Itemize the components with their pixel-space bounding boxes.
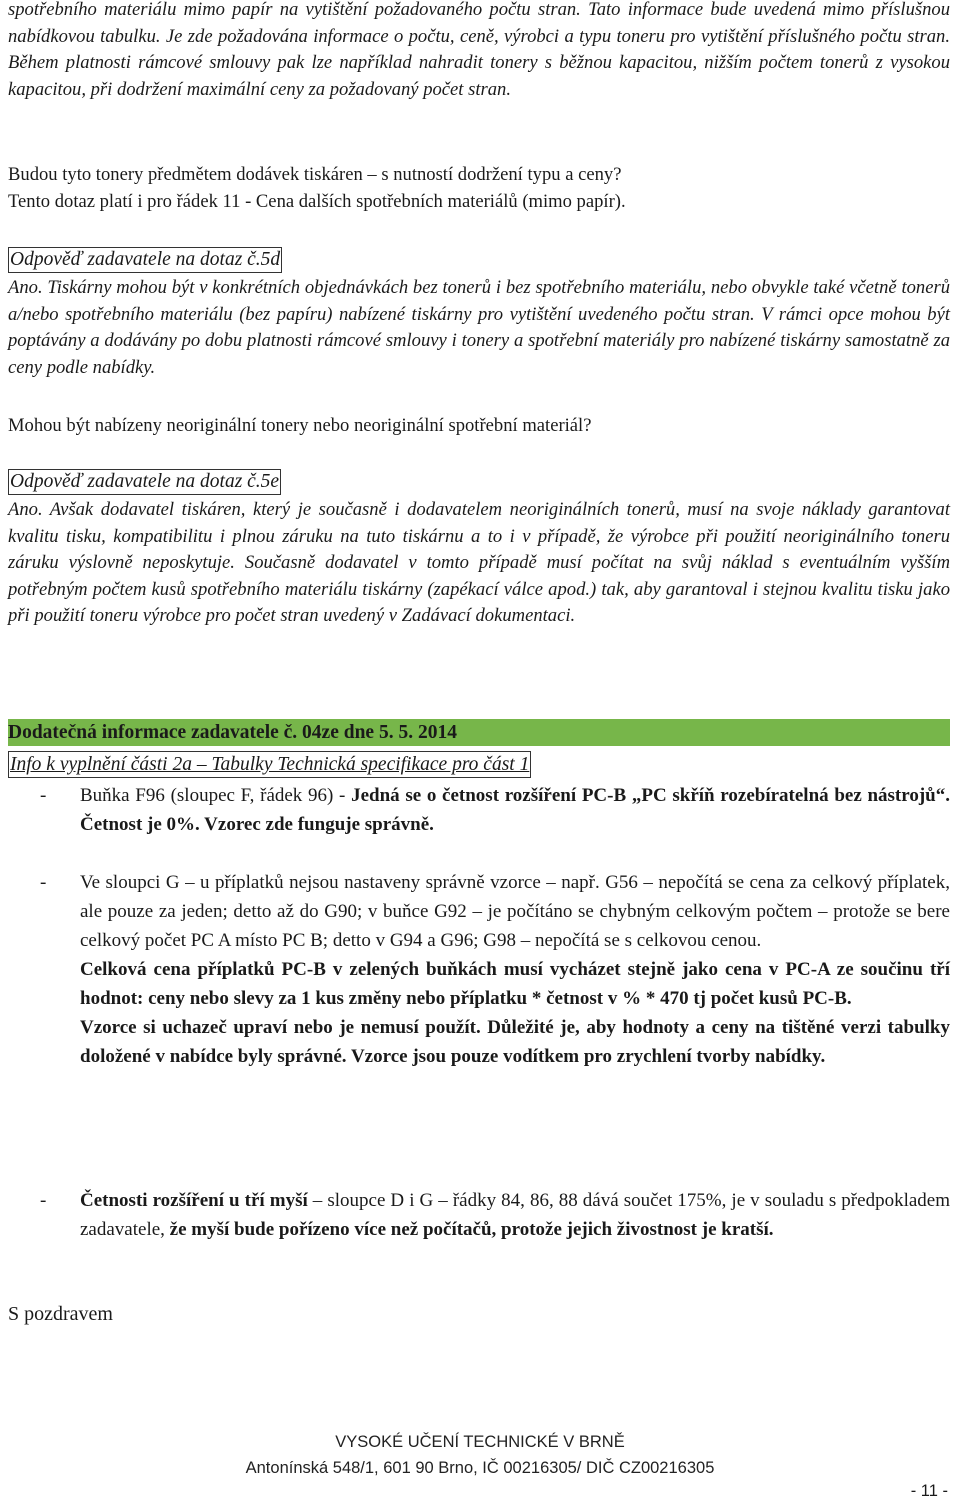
- answer-5e: [8, 469, 950, 630]
- footer-address: Antonínská 548/1, 601 90 Brno, IČ 00216305/ DIČ CZ00216305: [245, 1459, 715, 1477]
- bullet-1-normal: Buňka F96 (sloupec F, řádek 96) -: [80, 785, 352, 806]
- bullet-1-bold: Jedná se o četnost rozšíření PC-B „PC skříň rozebíratelná bez nástrojů“. Četnost je 0%. Vzorec zde funguje správně.: [80, 785, 950, 835]
- answer-5d-heading: Odpověď zadavatele na dotaz č.5d: [8, 247, 282, 273]
- answer-5d: [8, 247, 950, 381]
- question-5e-line1: Mohou být nabízeny neoriginální tonery nebo neoriginální spotřební materiál?: [8, 415, 592, 436]
- bullet-2-normal: Ve sloupci G – u příplatků nejsou nastaveny správně vzorce – např. G56 – nepočítá se cena za celkový příplatek, ale pouze za jeden; detto až do G90; v buňce G92 – je počítáno se chybným celkovým počtem – protože se bere celkový počet PC A místo PC B; detto v G94 a G96; G98 – nepočítá se s celkovou cenou.: [80, 872, 950, 951]
- bullet-dash: -: [40, 785, 47, 806]
- question-5d: [8, 162, 950, 215]
- answer-5e-text: Ano. Avšak dodavatel tiskáren, který je současně i dodavatelem neoriginálních tonerů, musí na svoje náklady garantovat kvalitu tisku, kompatibilitu i plnou záruku na tuto tiskárnu a to i v případě, že výrobce při použití neoriginálního toneru záruku výslovně neposkytuje. Současně dodavatel v tomto případě musí počítat na svůj náklad s eventuálním vyšším potřebným počtem kusů spotřebního materiálu tiskárny (zapékací válce apod.) tak, aby garantoval i stejnou kvalitu tisku jako při použití toneru výrobce pro počet stran uvedený v Zadávací dokumentaci.: [8, 499, 950, 627]
- bullet-item-1: [8, 781, 950, 839]
- bullet-dash: -: [40, 1190, 47, 1211]
- question-5d-line2: Tento dotaz platí i pro řádek 11 - Cena dalších spotřebních materiálů (mimo papír).: [8, 190, 626, 212]
- bullet-2-bold-a: Celková cena příplatků PC-B v zelených buňkách musí vycházet stejně jako cena v PC-A ze součinu tří hodnot: ceny nebo slevy za 1 kus změny nebo příplatku * četnost v % * 470 tj počet kusů PC-B.: [80, 959, 950, 1009]
- intro-paragraph: spotřebního materiálu mimo papír na vytištění požadovaného počtu stran. Tato informace bude uvedená mimo příslušnou nabídkovou tabulku. Je zde požadována informace o počtu, ceně, výrobci a typu toneru pro vytištění příslušného počtu stran. Během platnosti rámcové smlouvy pak lze například nahradit tonery s běžnou kapacitou, nižším počtem tonerů z vysokou kapacitou, při dodržení maximální ceny za požadovaný počet stran.: [8, 0, 950, 100]
- info-title-box: [8, 751, 531, 778]
- section-title-bar: [8, 719, 950, 746]
- bullet-item-2: [8, 868, 950, 1071]
- question-5d-line1: Budou tyto tonery předmětem dodávek tiskáren – s nutností dodržení typu a ceny?: [8, 164, 622, 185]
- info-title: Info k vyplnění části 2a – Tabulky Technická specifikace pro část 1: [8, 751, 531, 778]
- page-number: - 11 -: [910, 1482, 948, 1500]
- bullet-3-bold1: Četnosti rozšíření u tří myší: [80, 1190, 308, 1211]
- bullet-3-bold2: že myší bude pořízeno více než počítačů, protože jejich živostnost je kratší.: [169, 1219, 774, 1240]
- section-title: Dodatečná informace zadavatele č. 04ze dne 5. 5. 2014: [8, 722, 457, 743]
- answer-5d-text: Ano. Tiskárny mohou být v konkrétních objednávkách bez tonerů i bez spotřebního materiálu, nebo obvykle také včetně tonerů a/nebo spotřebního materiálu (bez papíru) nabízené tiskárny pro vytištění uvedeného počtu stran. V rámci opce mohou být poptávány a dodávány po dobu platnosti rámcové smlouvy i tonery a spotřební materiály pro nabízené tiskárny samostatně za ceny podle nabídky.: [8, 277, 950, 378]
- bullet-2-bold-b: Vzorce si uchazeč upraví nebo je nemusí použít. Důležité je, aby hodnoty a ceny na tištěné verzi tabulky doložené v nabídce byly správné. Vzorce jsou pouze vodítkem pro zrychlení tvorby nabídky.: [80, 1017, 950, 1067]
- closing-greeting: S pozdravem: [8, 1303, 113, 1325]
- bullet-dash: -: [40, 872, 47, 893]
- answer-5e-heading: Odpověď zadavatele na dotaz č.5e: [8, 469, 281, 495]
- footer-org: VYSOKÉ UČENÍ TECHNICKÉ V BRNĚ: [335, 1433, 625, 1451]
- bullet-item-3: [8, 1186, 950, 1244]
- bullet-3-normal: – sloupce D i G – řádky 84, 86, 88 dává součet 175%, je v souladu s předpokladem zadavatele,: [80, 1190, 950, 1240]
